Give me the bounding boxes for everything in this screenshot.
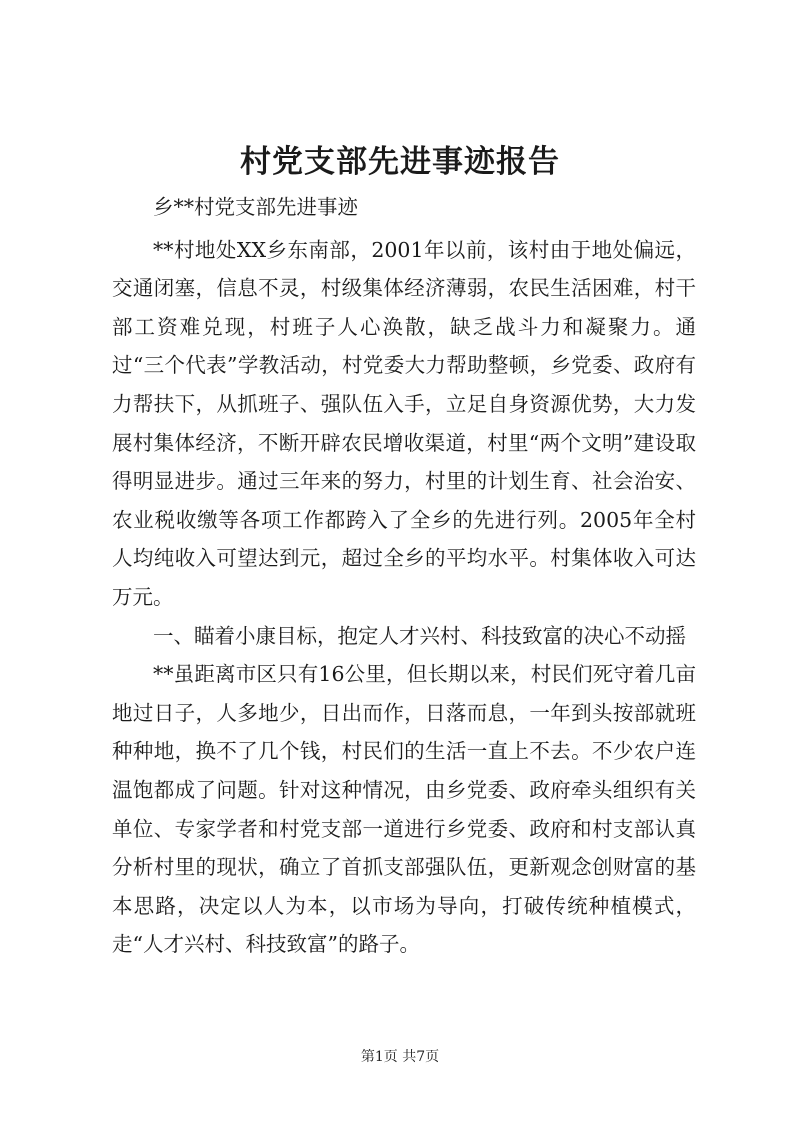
section-heading-1: 一、瞄着小康目标，抱定人才兴村、科技致富的决心不动摇 [153, 623, 686, 648]
document-title: 村党支部先进事迹报告 [240, 144, 560, 180]
page-footer: 第1页 共7页 [360, 1049, 440, 1065]
body-paragraph-intro: **村地处XX乡东南部，2001年以前，该村由于地处偏远，交通闭塞，信息不灵，村级集体经济薄弱，农民生活困难，村干部工资难兑现，村班子人心涣散，缺乏战斗力和凝聚力。通过“三个代表”学教活动，村党委大力帮助整顿，乡党委、政府有力帮扶下，从抓班子、强队伍入手，立足自身资源优势，大力发展村集体经济，不断开辟农民增收渠道，村里“两个文明”建设取得明显进步。通过三年来的努力，村里的计划生育、社会治安、农业税收缴等各项工作都跨入了全乡的先进行列。2005年全村人均纯收入可望达到元，超过全乡的平均水平。村集体收入可达万元。 [112, 237, 696, 609]
document-subtitle: 乡**村党支部先进事迹 [153, 195, 358, 219]
document-body [112, 188, 696, 964]
body-paragraph-section-1: **虽距离市区只有16公里，但长期以来，村民们死守着几亩地过日子，人多地少，日出而作，日落而息，一年到头按部就班种种地，换不了几个钱，村民们的生活一直上不去。不少农户连温饱都成了问题。针对这种情况，由乡党委、政府牵头组织有关单位、专家学者和村党支部一道进行乡党委、政府和村支部认真分析村里的现状，确立了首抓支部强队伍，更新观念创财富的基本思路，决定以人为本，以市场为导向，打破传统种植模式，走“人才兴村、科技致富”的路子。 [112, 662, 696, 957]
